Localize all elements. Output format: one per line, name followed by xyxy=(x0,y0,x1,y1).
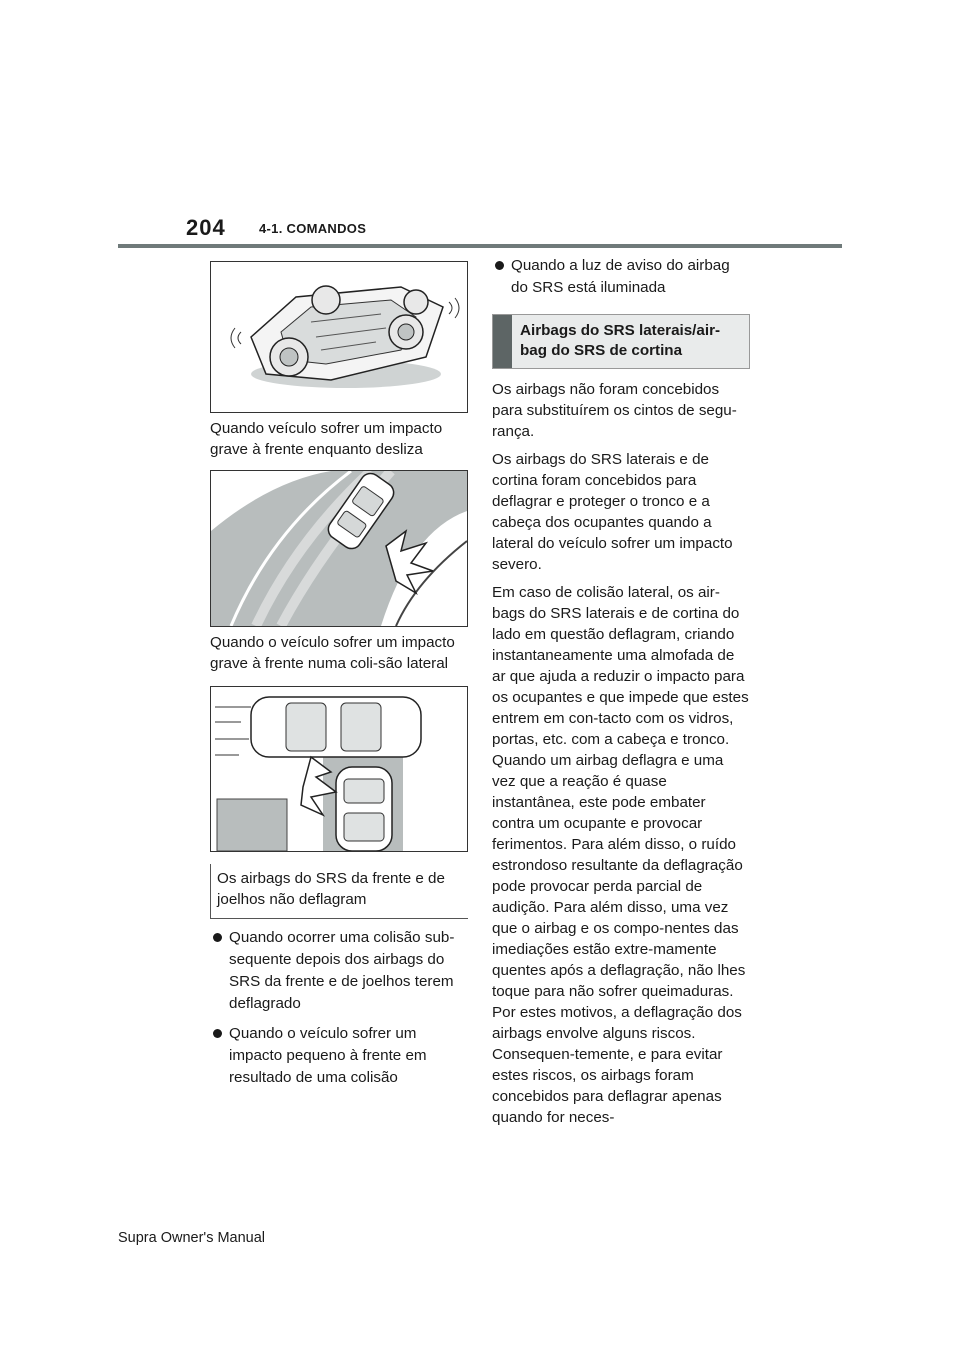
side-collision-illustration xyxy=(211,687,467,851)
bullet-icon xyxy=(213,933,222,942)
body-paragraph: Em caso de colisão lateral, os air-bags do SRS laterais e de cortina do lado em questão deflagram, criando instantaneamente uma almofada de ar que ajuda a reduzir o impacto para os ocupantes e que impede que estes entrem em con-tacto com os vidros, portas, etc. com a cabeça e tronco. Quando um airbag deflagra e uma vez que a reação é quase instantânea, este pode embater contra um ocupante e provocar ferimentos. Para além disso, o ruído estrondoso resultante da deflagração pode provocar perda parcial de audição. Para além disso, uma vez que o airbag e os compo-nentes das imediações estão extre-mamente quentes após a deflagração, não lhes toque para não sofrer queimaduras. Por estes motivos, a deflagração dos airbags envolve alguns riscos. Consequen-temente, e para evitar estes riscos, os airbags foram concebidos para deflagrar apenas quando for neces- xyxy=(492,584,749,1126)
body-paragraph: Os airbags do SRS laterais e de cortina foram concebidos para deflagrar e proteger o tronco e a cabeça dos ocupantes quando a lateral do veículo sofrer um impacto severo. xyxy=(492,451,733,573)
skidding-car-illustration xyxy=(211,471,467,626)
figure-2-caption: Quando o veículo sofrer um impacto grave à frente numa coli-são lateral xyxy=(210,634,455,672)
body-paragraph: Os airbags não foram concebidos para substituírem os cintos de segu-rança. xyxy=(492,381,737,440)
figure-1-caption: Quando veículo sofrer um impacto grave à frente enquanto desliza xyxy=(210,420,443,458)
left-column xyxy=(210,261,468,1089)
footer-manual-title: Supra Owner's Manual xyxy=(118,1230,266,1246)
subheading-box xyxy=(492,314,750,369)
overturned-car-illustration xyxy=(211,262,467,412)
bullet-text: Quando a luz de aviso do airbag do SRS está iluminada xyxy=(511,257,730,296)
bullet-text: Quando ocorrer uma colisão sub-sequente depois dos airbags do SRS da frente e de joelhos terem deflagrado xyxy=(229,929,455,1012)
list-item xyxy=(210,927,468,1015)
list-item xyxy=(210,1023,468,1089)
figure-side-collision xyxy=(210,686,468,852)
figure-skidding-collision xyxy=(210,470,468,627)
left-bullet-list xyxy=(210,927,468,1089)
right-column xyxy=(492,255,750,1128)
page-number: 204 xyxy=(186,215,226,240)
right-bullet-list xyxy=(492,255,750,299)
subheading-text: Airbags do SRS laterais/air-bag do SRS de cortina xyxy=(520,322,721,359)
note-box: Os airbags do SRS da frente e de joelhos não deflagram xyxy=(210,864,468,919)
list-item xyxy=(492,255,750,299)
header-rule xyxy=(118,244,842,248)
figure-overturned-car xyxy=(210,261,468,413)
bullet-text: Quando o veículo sofrer um impacto pequeno à frente em resultado de uma colisão xyxy=(229,1025,427,1086)
subheading-bar xyxy=(493,315,512,368)
bullet-icon xyxy=(213,1029,222,1038)
bullet-icon xyxy=(495,261,504,270)
section-title: 4-1. COMANDOS xyxy=(259,221,367,236)
